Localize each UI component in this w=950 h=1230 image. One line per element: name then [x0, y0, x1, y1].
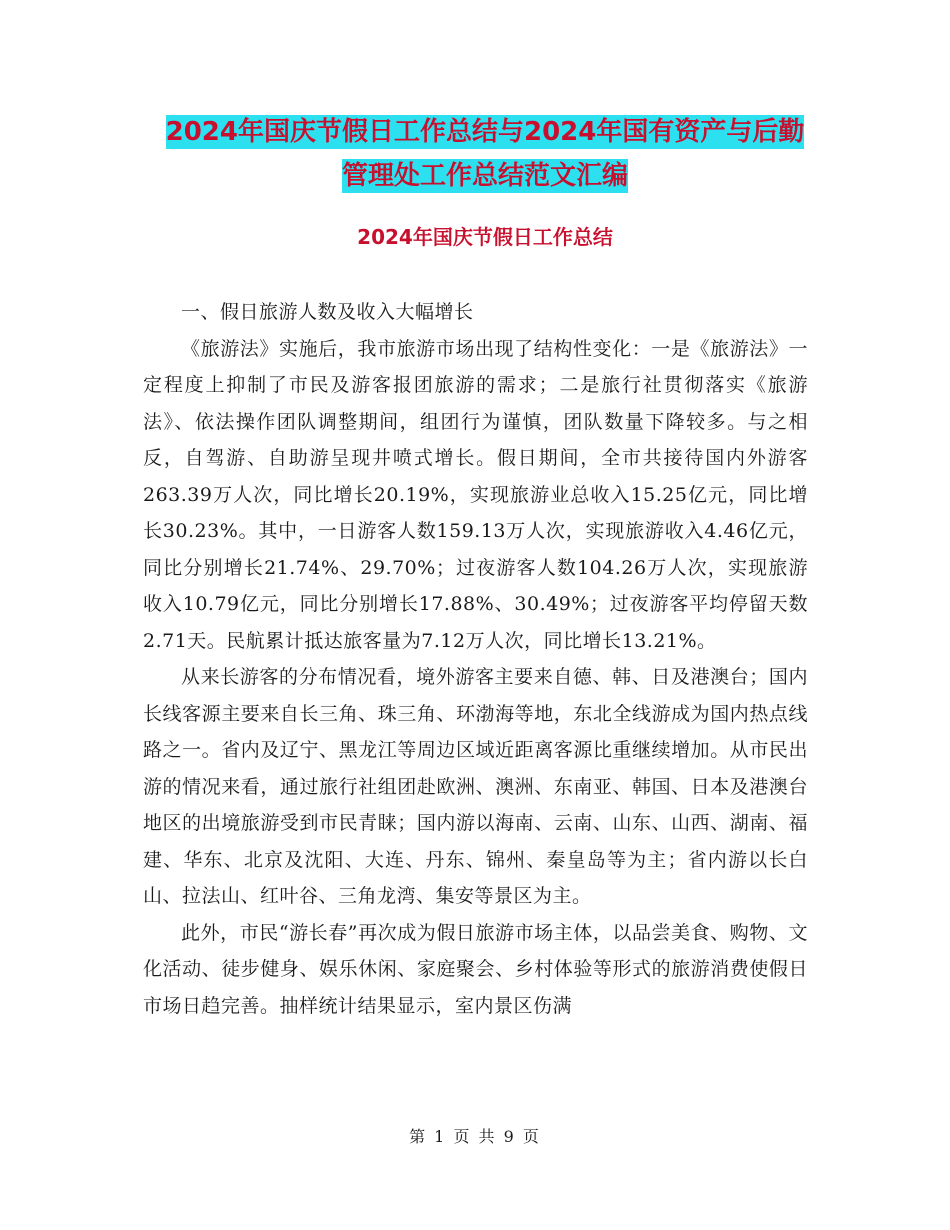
document-title-line-2: 管理处工作总结范文汇编 [341, 161, 628, 191]
paragraph: 此外，市民“游长春”再次成为假日旅游市场主体，以品尝美食、购物、文化活动、徒步健身、娱乐休闲、家庭聚会、乡村体验等形式的旅游消费使假日市场日趋完善。抽样统计结果显示，室内景区伤满 [143, 921, 808, 1017]
section-title: 2024年国庆节假日工作总结 [357, 225, 613, 249]
paragraph: 从来长游客的分布情况看，境外游客主要来自德、韩、日及港澳台；国内长线客源主要来自长三角、珠三角、环渤海等地，东北全线游成为国内热点线路之一。省内及辽宁、黑龙江等周边区域近距离客源比重继续增加。从市民出游的情况来看，通过旅行社组团赴欧洲、澳洲、东南亚、韩国、日本及港澳台地区的出境旅游受到市民青睐；国内游以海南、云南、山东、山西、湖南、福建、华东、北京及沈阳、大连、丹东、锦州、秦皇岛等为主；省内游以长白山、拉法山、红叶谷、三角龙湾、集安等景区为主。 [143, 666, 808, 907]
paragraph: 一、假日旅游人数及收入大幅增长 [181, 301, 474, 323]
page-number-footer: 第 1 页 共 9 页 [409, 1127, 541, 1146]
document-title [140, 110, 830, 198]
document-title-line-1: 2024年国庆节假日工作总结与2024年国有资产与后勤 [165, 117, 805, 147]
body-text [143, 294, 808, 1024]
paragraph: 《旅游法》实施后，我市旅游市场出现了结构性变化：一是《旅游法》一定程度上抑制了市民及游客报团旅游的需求；二是旅行社贯彻落实《旅游法》、依法操作团队调整期间，组团行为谨慎，团队数量下降较多。与之相反，自驾游、自助游呈现井喷式增长。假日期间，全市共接待国内外游客263.39万人次，同比增长20.19%，实现旅游业总收入15.25亿元，同比增长30.23%。其中，一日游客人数159.13万人次，实现旅游收入4.46亿元，同比分别增长21.74%、29.70%；过夜游客人数104.26万人次，实现旅游收入10.79亿元，同比分别增长17.88%、30.49%；过夜游客平均停留天数2.71天。民航累计抵达旅客量为7.12万人次，同比增长13.21%。 [143, 337, 808, 652]
